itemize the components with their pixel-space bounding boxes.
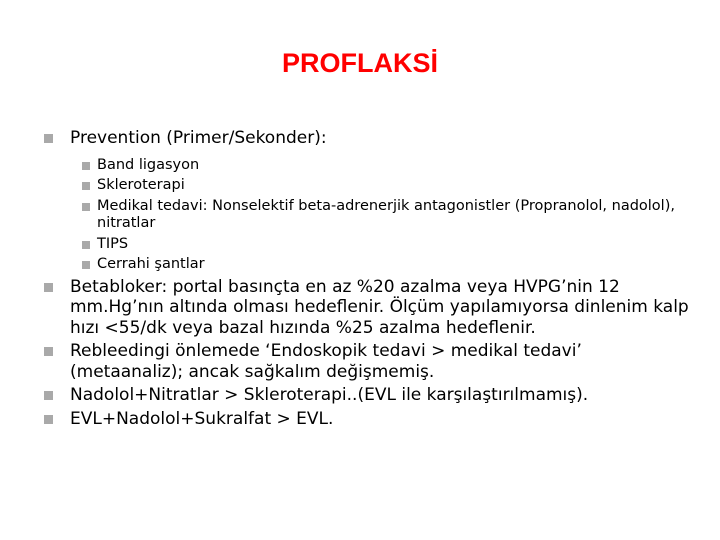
bullet-item-prevention [44, 128, 694, 149]
bullet-text: EVL+Nadolol+Sukralfat > EVL. [70, 408, 334, 429]
sub-bullet-item [82, 256, 694, 274]
sub-bullet-text: Band ligasyon [97, 156, 200, 173]
sub-bullet-list [44, 157, 694, 274]
bullet-list [44, 128, 694, 429]
sub-bullet-text: Medikal tedavi: Nonselektif beta-adrenerjik antagonistler (Propranolol, nadolol), nitratlar [97, 197, 675, 231]
square-bullet-icon [44, 415, 53, 424]
square-bullet-icon [44, 134, 53, 143]
sub-bullet-item [82, 198, 694, 233]
slide-title: PROFLAKSİ [281, 48, 438, 78]
bullet-item-rebleeding [44, 341, 694, 382]
square-bullet-icon [82, 162, 90, 170]
square-bullet-icon [82, 182, 90, 190]
square-bullet-icon [44, 283, 53, 292]
bullet-item-betabloker [44, 277, 694, 339]
sub-bullet-item [82, 236, 694, 254]
bullet-text: Betabloker: portal basınçta en az %20 azalma veya HVPG’nin 12 mm.Hg’nın altında olması hedeflenir. Ölçüm yapılamıyorsa dinlenim kalp hızı <55/dk veya bazal hızında %25 azalma hedeflenir. [70, 276, 689, 338]
bullet-text: Prevention (Primer/Sekonder): [70, 128, 327, 148]
square-bullet-icon [44, 391, 53, 400]
square-bullet-icon [82, 203, 90, 211]
bullet-item-evl [44, 409, 694, 430]
bullet-text: Rebleedingi önlemede ‘Endoskopik tedavi > medikal tedavi’ (metaanaliz); ancak sağkalım değişmemiş. [70, 341, 582, 382]
sub-bullet-item [82, 157, 694, 175]
bullet-item-nadolol-nitrat [44, 385, 694, 406]
sub-bullet-text: TIPS [97, 235, 129, 252]
bullet-text: Nadolol+Nitratlar > Skleroterapi..(EVL ile karşılaştırılmamış). [70, 385, 589, 405]
square-bullet-icon [82, 241, 90, 249]
square-bullet-icon [82, 261, 90, 269]
square-bullet-icon [44, 347, 53, 356]
sub-bullet-text: Skleroterapi [97, 177, 185, 193]
sub-bullet-item [82, 177, 694, 195]
sub-bullet-text: Cerrahi şantlar [97, 256, 205, 272]
